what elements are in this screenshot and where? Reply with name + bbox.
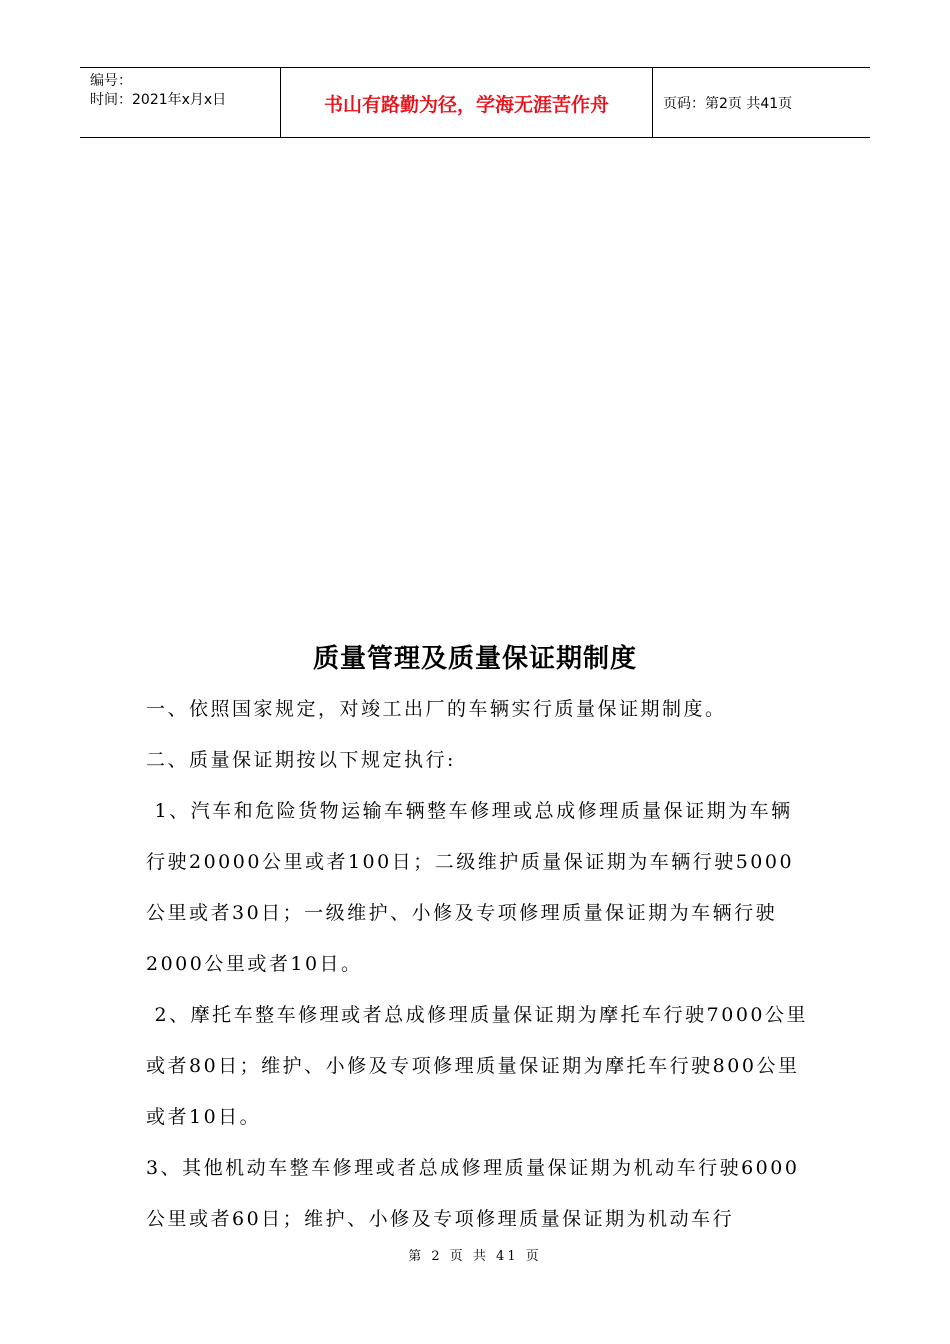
header-meta [80, 68, 281, 137]
paragraph-5: 3、其他机动车整车修理或者总成修理质量保证期为机动车行驶6000公里或者60日；维护、小修及专项修理质量保证期为机动车行 [146, 1157, 800, 1230]
page-header [80, 67, 870, 138]
paragraph-4: 2、摩托车整车修理或者总成修理质量保证期为摩托车行驶7000公里或者80日；维护、小修及专项修理质量保证期为摩托车行驶800公里或者10日。 [146, 1004, 808, 1128]
document-body [146, 684, 811, 1245]
paragraph-1: 一、依照国家规定，对竣工出厂的车辆实行质量保证期制度。 [146, 698, 727, 720]
number-label: 编号： [90, 73, 132, 89]
paragraph-2: 二、质量保证期按以下规定执行: [146, 749, 456, 771]
header-motto: 书山有路勤为径，学海无涯苦作舟 [281, 68, 653, 137]
page-footer: 第 2 页 共 41 页 [408, 1249, 542, 1264]
paragraph-3: 1、汽车和危险货物运输车辆整车修理或总成修理质量保证期为车辆行驶20000公里或者100日；二级维护质量保证期为车辆行驶5000公里或者30日；一级维护、小修及专项修理质量保证期为车辆行驶2000公里或者10日。 [146, 800, 795, 975]
header-page-info: 页码：第2页 共41页 [663, 95, 793, 112]
time-label: 时间：2021年x月x日 [90, 92, 227, 108]
document-title: 质量管理及质量保证期制度 [312, 644, 637, 674]
